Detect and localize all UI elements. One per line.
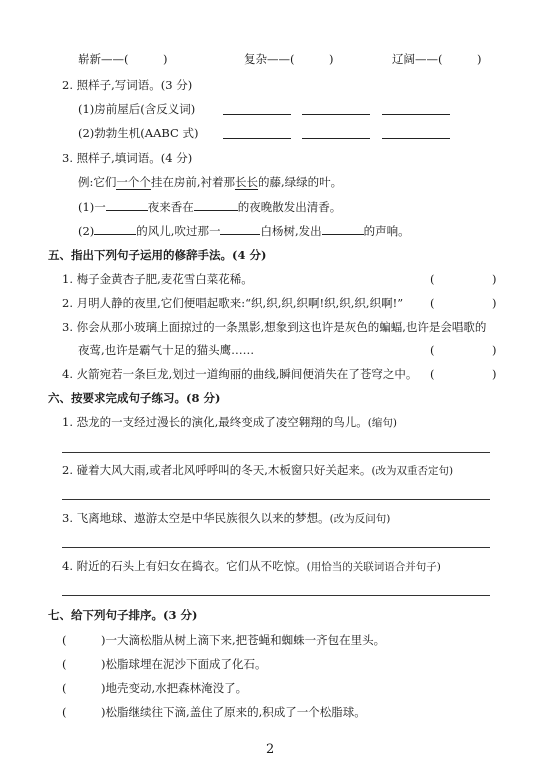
answer-paren[interactable]: ( ) [430,296,497,310]
blank-line[interactable] [106,199,148,211]
sec7-item-text: 地壳变动,水把森林淹没了。 [105,681,248,695]
sec7-item-text: 松脂继续往下滴,盖住了原来的,积成了一个松脂球。 [105,705,366,719]
antonym-word: 崭新—— [78,52,124,66]
blank-line[interactable] [194,199,238,211]
answer-paren[interactable]: ( ) [430,367,497,381]
sec6-item-text: 4. 附近的石头上有妇女在捣衣。它们从不吃惊。 [62,559,307,573]
sec6-item-note: (改为反问句) [329,513,391,525]
section-5-title: 五、指出下列句子运用的修辞手法。(4 分) [48,248,267,262]
sec6-item-3 [62,511,390,526]
example-prefix: 例:它们 [78,175,117,189]
q3-item2-d: 的声响。 [363,224,410,238]
q3-title: 3. 照样子,填词语。(4 分) [62,151,193,165]
sec6-item-note: (缩句) [367,417,397,429]
antonym-1 [78,52,167,66]
q2-item-1: (1)房前屋后(含反义词) [78,102,196,116]
sec5-item-4: 4. 火箭宛若一条巨龙,划过一道绚丽的曲线,瞬间便消失在了苍穹之中。 [62,367,418,381]
sec6-item-text: 3. 飞离地球、遨游太空是中华民族很久以来的梦想。 [62,511,330,525]
blank-line[interactable] [94,223,136,235]
q3-item1-a: (1)一 [78,200,106,214]
section-7-title: 七、给下列句子排序。(3 分) [48,608,198,622]
antonym-paren[interactable]: ( ) [290,52,334,66]
example-underlined-1: 一个个 [116,175,151,189]
q3-item2-c: 白杨树,发出 [260,224,322,238]
sec6-item-2 [62,463,453,478]
q3-item1-c: 的夜晚散发出清香。 [237,200,342,214]
sec7-item-4 [62,705,366,719]
sec6-item-note: (改为双重否定句) [371,465,454,477]
answer-paren[interactable]: ( ) [430,343,497,357]
antonym-paren[interactable]: ( ) [438,52,482,66]
page-number: 2 [266,742,275,757]
antonym-paren[interactable]: ( ) [124,52,168,66]
q3-item1-b: 夜来香在 [147,200,194,214]
sec7-item-2 [62,657,266,671]
q3-item-1 [78,199,341,214]
q2-title: 2. 照样子,写词语。(3 分) [62,78,193,92]
example-underlined-2: 长长 [235,175,259,189]
sec6-item-note: (用恰当的关联词语合并句子) [306,561,441,573]
answer-line[interactable] [62,452,490,453]
sec6-item-4 [62,559,441,574]
section-6-title: 六、按要求完成句子练习。(8 分) [48,391,221,405]
sec5-item-1: 1. 梅子金黄杏子肥,麦花雪白菜花稀。 [62,272,253,286]
answer-paren[interactable]: ( ) [430,272,497,286]
sec5-item-3-cont: 夜莺,也许是霸气十足的猫头鹰…… [78,343,255,357]
sec6-item-text: 1. 恐龙的一支经过漫长的演化,最终变成了凌空翱翔的鸟儿。 [62,415,368,429]
answer-line[interactable] [302,138,370,139]
q3-item2-a: (2) [78,224,95,238]
answer-line[interactable] [62,547,490,548]
q3-example [78,175,342,189]
sec5-item-3: 3. 你会从那小玻璃上面掠过的一条黑影,想象到这也许是灰色的蝙蝠,也许是会唱歌的 [62,320,487,334]
sec7-item-1 [62,633,385,647]
sec7-item-3 [62,681,247,695]
sec6-item-1 [62,415,397,430]
blank-line[interactable] [220,223,260,235]
answer-line[interactable] [62,499,490,500]
antonym-3 [392,52,481,66]
antonym-word: 辽阔—— [392,52,438,66]
order-paren[interactable]: ( ) [62,633,106,647]
order-paren[interactable]: ( ) [62,681,106,695]
antonym-word: 复杂—— [244,52,290,66]
answer-line[interactable] [62,595,490,596]
sec7-item-text: 一大滴松脂从树上滴下来,把苍蝇和蜘蛛一齐包在里头。 [105,633,386,647]
blank-line[interactable] [322,223,364,235]
example-mid: 挂在房前,衬着那 [150,175,236,189]
order-paren[interactable]: ( ) [62,705,106,719]
q3-item-2 [78,223,410,238]
antonym-2 [244,52,333,66]
answer-line[interactable] [223,114,291,115]
answer-line[interactable] [382,114,450,115]
q3-item2-b: 的风儿,吹过那一 [136,224,221,238]
answer-line[interactable] [223,138,291,139]
sec6-item-text: 2. 碰着大风大雨,或者北风呼呼叫的冬天,木板窗只好关起来。 [62,463,372,477]
answer-line[interactable] [382,138,450,139]
answer-line[interactable] [302,114,370,115]
example-suffix: 的藤,绿绿的叶。 [258,175,343,189]
q2-item-2: (2)勃勃生机(AABC 式) [78,126,199,140]
order-paren[interactable]: ( ) [62,657,106,671]
sec7-item-text: 松脂球埋在泥沙下面成了化石。 [105,657,267,671]
sec5-item-2: 2. 月明人静的夜里,它们便唱起歌来:“织,织,织,织啊!织,织,织,织啊!” [62,296,404,310]
